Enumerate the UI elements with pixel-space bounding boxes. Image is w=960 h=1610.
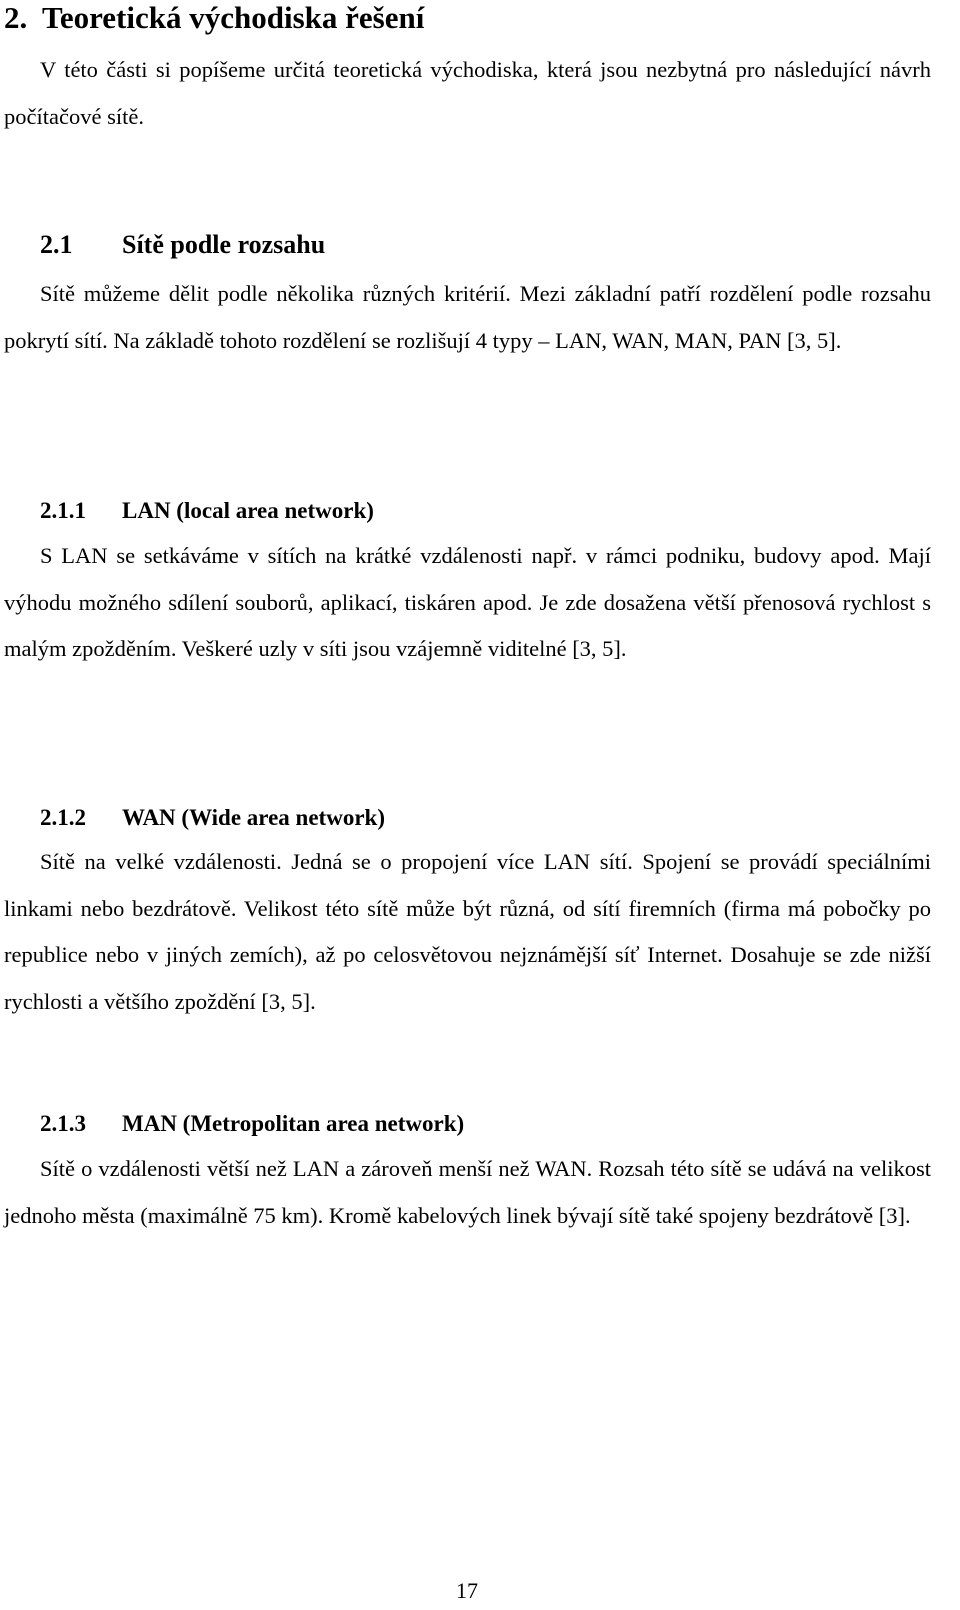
- subsection-title: WAN (Wide area network): [122, 805, 385, 830]
- page-number: 17: [456, 1578, 478, 1603]
- subsection-number: 2.1.3: [40, 1111, 86, 1136]
- subsection-heading-wan: [40, 804, 385, 832]
- section-heading: [40, 230, 325, 260]
- subsection-number: 2.1.1: [40, 498, 86, 523]
- subsection-title: MAN (Metropolitan area network): [122, 1111, 465, 1136]
- chapter-number: 2.: [4, 0, 28, 35]
- chapter-title: Teoretická východiska řešení: [42, 0, 425, 35]
- chapter-heading: [4, 0, 424, 36]
- subsection-number: 2.1.2: [40, 805, 86, 830]
- section-title: Sítě podle rozsahu: [122, 230, 326, 259]
- chapter-intro-paragraph: V této části si popíšeme určitá teoretická východiska, která jsou nezbytná pro následující návrh počítačové sítě.: [4, 57, 931, 129]
- subsection-heading-lan: [40, 497, 374, 525]
- section-paragraph: Sítě můžeme dělit podle několika různých kritérií. Mezi základní patří rozdělení podle rozsahu pokrytí sítí. Na základě tohoto rozdělení se rozlišují 4 typy – LAN, WAN, MAN, PAN [3, 5].: [4, 281, 931, 353]
- man-paragraph: Sítě o vzdálenosti větší než LAN a zároveň menší než WAN. Rozsah této sítě se udává na velikost jednoho města (maximálně 75 km). Kromě kabelových linek bývají sítě také spojeny bezdrátově [3].: [4, 1156, 931, 1228]
- subsection-title: LAN (local area network): [122, 498, 374, 523]
- section-number: 2.1: [40, 230, 73, 259]
- subsection-heading-man: [40, 1110, 464, 1138]
- lan-paragraph: S LAN se setkáváme v sítích na krátké vzdálenosti např. v rámci podniku, budovy apod. Mají výhodu možného sdílení souborů, aplikací, tiskáren apod. Je zde dosažena větší přenosová rychlost s malým zpožděním. Veškeré uzly v síti jsou vzájemně viditelné [3, 5].: [4, 543, 931, 661]
- wan-paragraph: Sítě na velké vzdálenosti. Jedná se o propojení více LAN sítí. Spojení se provádí speciálními linkami nebo bezdrátově. Velikost této sítě může být různá, od sítí firemních (firma má pobočky po republice nebo v jiných zemích), až po celosvětovou nejznámější síť Internet. Dosahuje se zde nižší rychlosti a většího zpoždění [3, 5].: [4, 849, 931, 1014]
